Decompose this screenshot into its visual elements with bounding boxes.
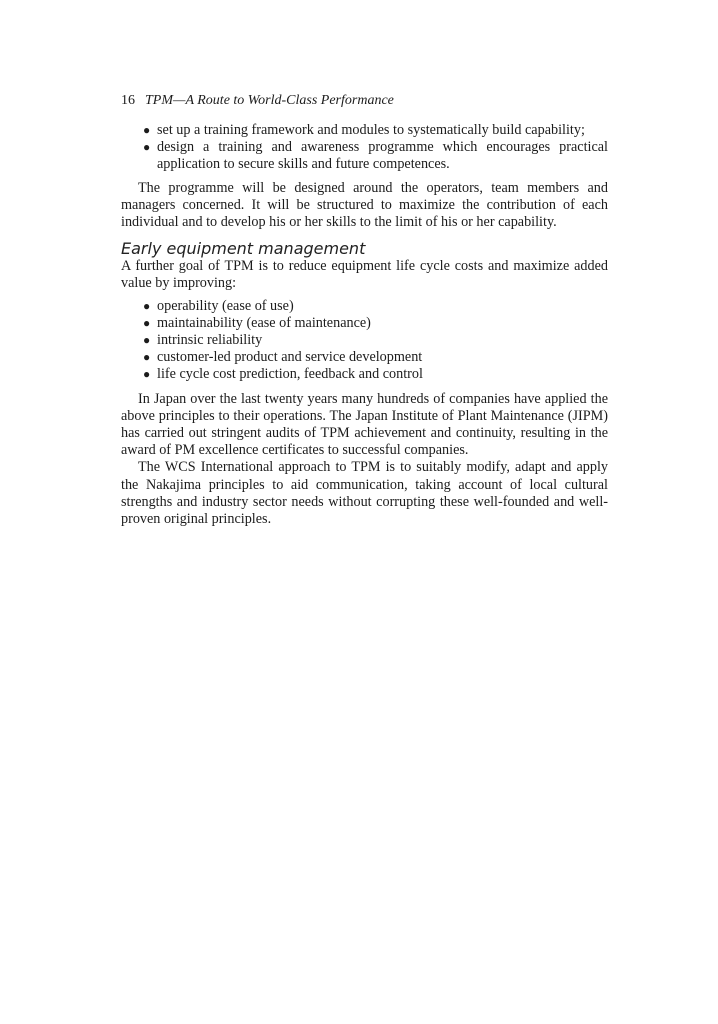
improvement-bullet-list	[121, 298, 608, 384]
bullet-icon: ●	[143, 123, 151, 137]
wcs-paragraph: The WCS International approach to TPM is to suitably modify, adapt and apply the Nakajima principles to aid communication, taking account of local cultural strengths and industry sector needs without corrupting these well-founded and well-proven original principles.	[121, 459, 608, 528]
section-heading: Early equipment management	[121, 239, 366, 259]
book-title: TPM—A Route to World-Class Performance	[145, 93, 394, 108]
programme-paragraph: The programme will be designed around the operators, team members and managers concerned. It will be structured to maximize the contribution of each individual and to develop his or her skills to the limit of his or her capability.	[121, 179, 608, 231]
bullet-icon: ●	[143, 350, 151, 365]
list-item-text: set up a training framework and modules to systematically build capability;	[157, 122, 585, 138]
training-bullet-list	[121, 122, 608, 174]
list-item-text: operability (ease of use)	[157, 297, 294, 314]
list-item-text: life cycle cost prediction, feedback and control	[157, 366, 423, 383]
running-head	[121, 92, 608, 110]
bullet-icon: ●	[143, 333, 151, 348]
list-item-text: maintainability (ease of maintenance)	[157, 314, 371, 331]
section-intro-paragraph: A further goal of TPM is to reduce equipment life cycle costs and maximize added value by improving:	[121, 258, 608, 292]
list-item	[143, 139, 608, 173]
page-number: 16	[121, 93, 135, 108]
list-item-text: design a training and awareness programme which encourages practical application to secure skills and future competences.	[157, 139, 608, 173]
list-item	[143, 366, 608, 383]
bullet-icon: ●	[143, 367, 151, 382]
bullet-icon: ●	[143, 298, 151, 313]
list-item-text: intrinsic reliability	[157, 332, 263, 349]
list-item	[143, 314, 608, 332]
japan-paragraph: In Japan over the last twenty years many hundreds of companies have applied the above principles to their operations. The Japan Institute of Plant Maintenance (JIPM) has carried out stringent audits of TPM achievement and continuity, resulting in the award of PM excellence certificates to successful companies.	[121, 390, 608, 459]
list-item	[143, 122, 608, 139]
list-item	[143, 349, 608, 366]
list-item-text: customer-led product and service development	[157, 349, 423, 366]
bullet-icon: ●	[143, 315, 151, 330]
list-item	[143, 332, 608, 349]
book-page	[121, 92, 608, 528]
bullet-icon: ●	[143, 140, 151, 155]
list-item	[143, 297, 608, 315]
